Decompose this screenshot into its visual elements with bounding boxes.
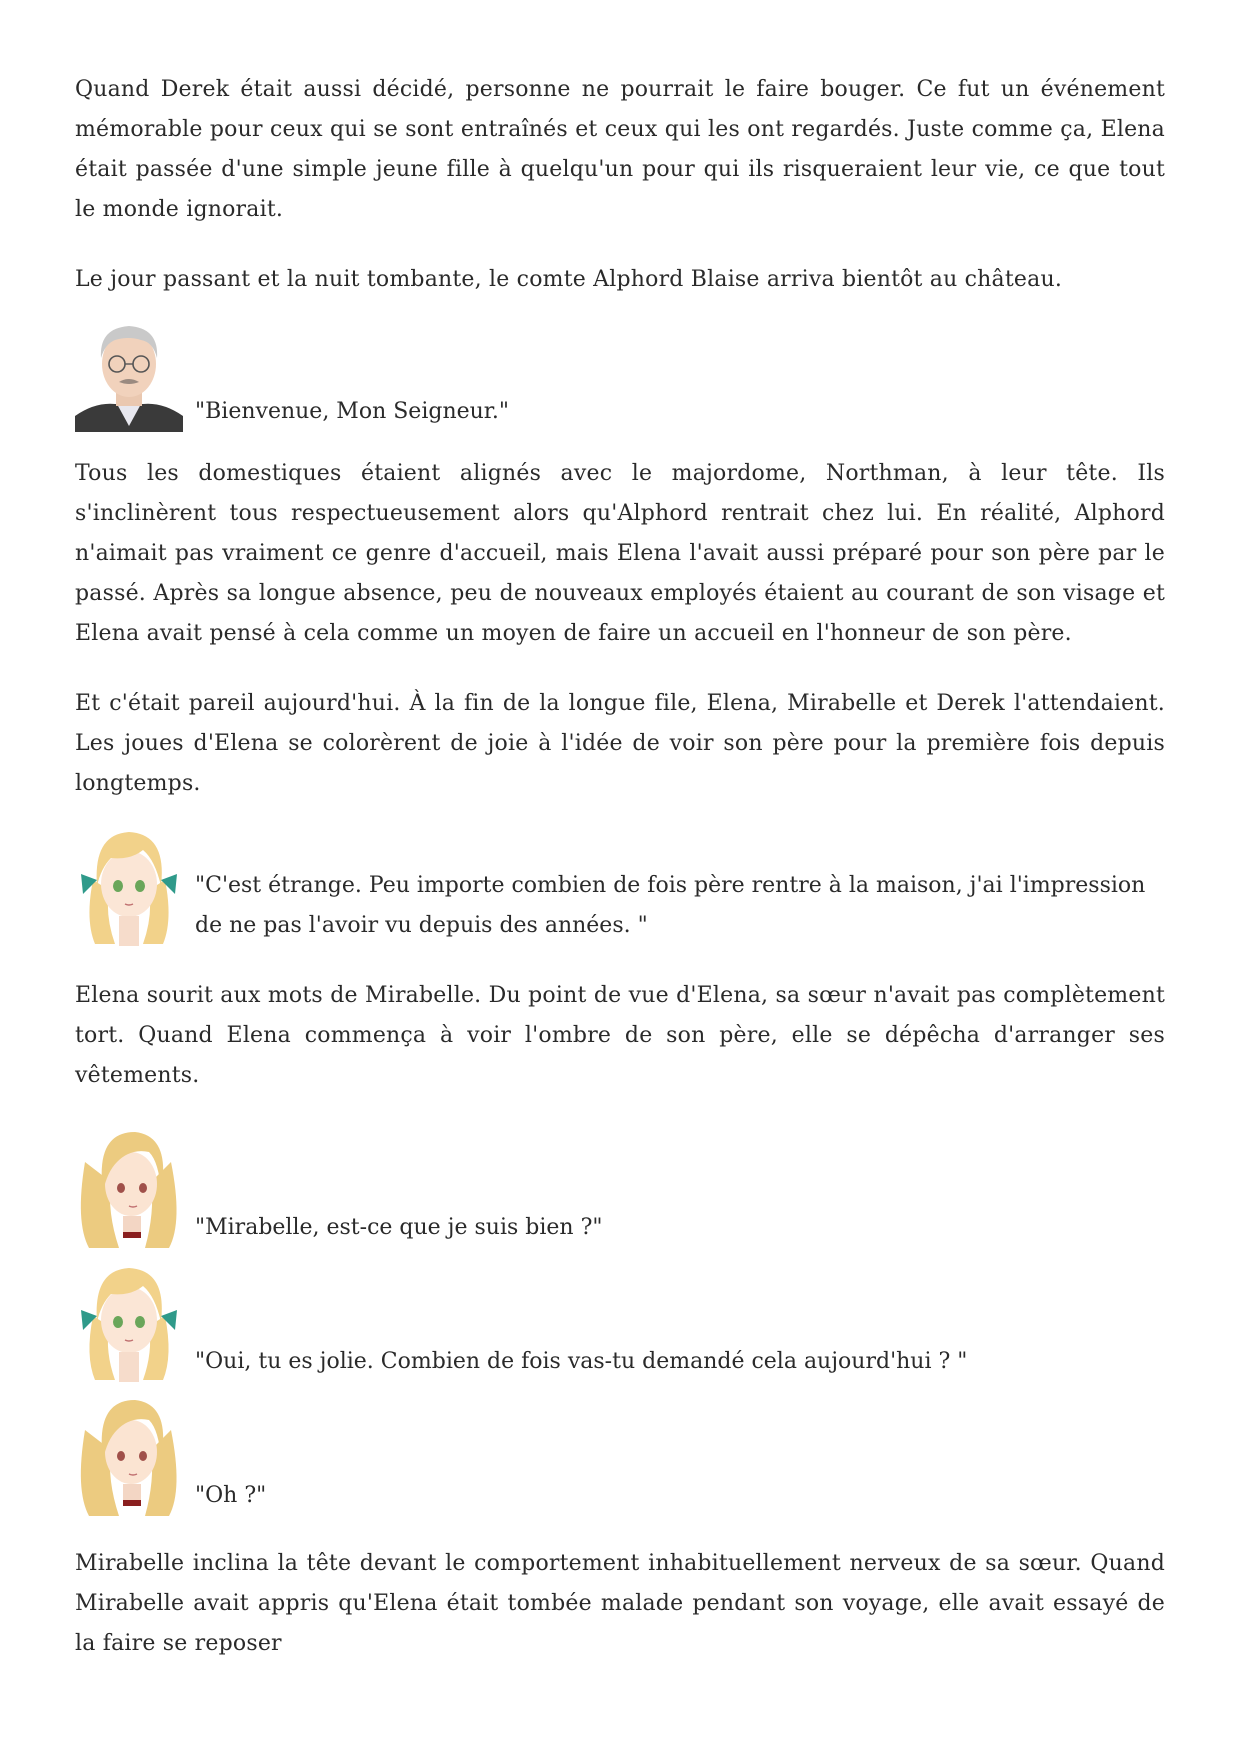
dialogue-line: "Mirabelle, est-ce que je suis bien ?" — [195, 1215, 603, 1240]
dialogue-line: "C'est étrange. Peu importe combien de fois père rentre à la maison, j'ai l'impression de ne pas l'avoir vu depuis des années. " — [195, 873, 1146, 938]
paragraph: Quand Derek était aussi décidé, personne ne pourrait le faire bouger. Ce fut un événement mémorable pour ceux qui se sont entraînés et ceux qui les ont regardés. Juste comme ça, Elena était passée d'une simple jeune fille à quelqu'un pour qui ils risqueraient leur vie, ce que tout le monde ignorait. — [75, 77, 1165, 222]
dialogue-butler — [75, 306, 1165, 432]
dialogue-elena-2 — [75, 1390, 1165, 1516]
mirabelle-portrait-icon — [75, 820, 183, 946]
elena-portrait-icon — [75, 1122, 183, 1248]
paragraph: Tous les domestiques étaient alignés avec le majordome, Northman, à leur tête. Ils s'inclinèrent tous respectueusement alors qu'Alphord rentrait chez lui. En réalité, Alphord n'aimait pas vraiment ce genre d'accueil, mais Elena l'avait aussi préparé pour son père par le passé. Après sa longue absence, peu de nouveaux employés étaient au courant de son visage et Elena avait pensé à cela comme un moyen de faire un accueil en l'honneur de son père. — [75, 461, 1165, 646]
dialogue-line: "Bienvenue, Mon Seigneur." — [195, 399, 510, 424]
paragraph: Le jour passant et la nuit tombante, le comte Alphord Blaise arriva bientôt au château. — [75, 267, 1063, 292]
dialogue-line: "Oui, tu es jolie. Combien de fois vas-tu demandé cela aujourd'hui ? " — [195, 1349, 968, 1374]
dialogue-elena — [75, 1122, 1165, 1248]
paragraph: Mirabelle inclina la tête devant le comportement inhabituellement nerveux de sa sœur. Quand Mirabelle avait appris qu'Elena était tombée malade pendant son voyage, elle avait essayé de la faire se reposer — [75, 1551, 1165, 1656]
elena-portrait-icon — [75, 1390, 183, 1516]
dialogue-mirabelle-2 — [75, 1256, 1165, 1382]
paragraph: Et c'était pareil aujourd'hui. À la fin de la longue file, Elena, Mirabelle et Derek l'attendaient. Les joues d'Elena se colorèrent de joie à l'idée de voir son père pour la première fois depuis longtemps. — [75, 691, 1165, 796]
dialogue-mirabelle — [75, 820, 1165, 946]
mirabelle-portrait-icon — [75, 1256, 183, 1382]
butler-portrait-icon — [75, 306, 183, 432]
dialogue-line: "Oh ?" — [195, 1483, 267, 1508]
document-page — [75, 70, 1165, 1694]
paragraph: Elena sourit aux mots de Mirabelle. Du point de vue d'Elena, sa sœur n'avait pas complètement tort. Quand Elena commença à voir l'ombre de son père, elle se dépêcha d'arranger ses vêtements. — [75, 983, 1165, 1088]
